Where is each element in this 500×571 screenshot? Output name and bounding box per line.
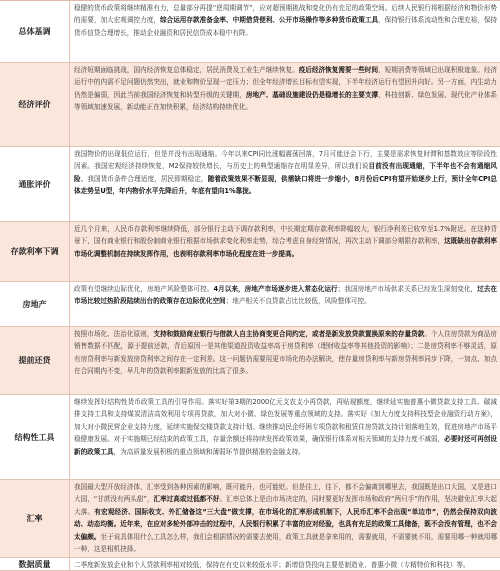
table-row — [0, 147, 500, 222]
row-content — [70, 327, 500, 394]
emphasis-text: 综合运用存款准备金率、中期借贷便利、公开市场操作等多种货币政策工具 — [159, 16, 379, 25]
emphasis-text: 这既缺出存款利率市场化调整机制在持续发挥作用，也表明存款利率市场化程度在进一步提高。 — [74, 237, 498, 258]
table-row — [0, 222, 500, 282]
table-row — [0, 480, 500, 558]
body-text: 稳健的货币政策将继续精准有力，总量部分再提“逆周期调节”，应对超预期挑战和变化仍有充足的政策空间。后续人民银行将根据经济和物价形势的需要，加大宏观调控力度， — [74, 4, 497, 25]
row-label: 经济评价 — [0, 63, 70, 146]
body-text: 继续发挥好结构性货币政策工具的引导作用。落实好第3期的2000亿元支农支小再贷款，再贴现额度，继续延实施普惠小微贷款支持工具、碳减排支持工具和支持煤炭清洁高效利用专项再贷款，加大对小微、绿色发展等重点领域的支持。落实好《加大力度支持科技型企业融资行动方案》，加大对小微民营企业支持力度，延续实施保交楼贷款支持计划、继续推动民企纾困专项贷款和租赁住房贷款支持计划落地生效，促进房地产市场平稳健康发展。对于实施期已经结束的政策工具，存量余额还将持续发挥政策效果，确保银行体系对相关领域的支持力度不减弱， — [74, 398, 497, 444]
body-text: 政策有望继续边际优化，房地产风险整体可控。 — [74, 285, 214, 293]
emphasis-text: 过去在市场比较过热阶段陆续出台的政策存在边际优化空间 — [74, 285, 498, 306]
body-text: 近几个月来，人民币存款利率继续降低，部分银行主动下调存款利率，中长期定期存款利率降幅较大，银行净利差已收窄至1.7%附近。在这种背景下，国有商业银行和股份制商业银行根据市场供求变化利率走势，综合考虑自身经营情况，再次主动下调部分期限存款利率， — [74, 225, 497, 246]
body-text: ，科技创新、绿色发展、现代化产业体系等领域加速发展，新动能正在加快积累，经济结构持续优化。 — [74, 90, 498, 112]
table-row — [0, 282, 500, 327]
emphasis-text: 汇率过高或过低都不好 — [153, 495, 220, 504]
row-label: 数据质量 — [0, 558, 70, 570]
row-label: 总体基调 — [0, 1, 70, 62]
body-text: 二季度新发放企业和个人贷款利率相对较低，保持在有史以来较低水平；新增信贷投向主要是制造业、普惠小微（专精特价和科技）等。 — [74, 561, 470, 569]
row-content — [70, 395, 500, 479]
emphasis-text: 目前没有出现通缩，下半年也不会有通缩风险 — [74, 162, 497, 183]
body-text: 。个人住房贷款为商品房销售数据不匹配，源于提前还款，背后原因一是其他渠道投资收益率高于房贷利率（理财收益率等其他投资的影响）；二是房贷利率不够灵活，原有房贷利率与新发放房贷利率之间存在一定利差。这一问题仍需要用更市场化的办法解决，使存量房贷利率与新房贷利率同步下降，一加点、加点在合同期内不变，早几年的贷款利率跟新发放的比高了很多。 — [74, 330, 498, 376]
body-text: 。汇率总体上是由市场决定的，同时要更好发挥市场和政府“两只手”的作用，坚决避免汇率大起大落。 — [74, 495, 497, 516]
emphasis-text: 4月以来，房地产市场逐步进入常态化运行 — [213, 285, 338, 293]
body-text: 按照市场化、法治化原则， — [74, 330, 154, 338]
row-label: 提前还贷 — [0, 327, 70, 394]
table-row — [0, 327, 500, 395]
row-label: 房地产 — [0, 282, 70, 326]
emphasis-text: 支持和鼓励商业银行与借款人自主协商变更合同约定，或者是新发放贷款置换原来的存量贷款 — [153, 330, 425, 338]
body-text: ；地产相关不良贷款占比比较低，风险整体可控。 — [225, 297, 371, 306]
row-content — [70, 282, 500, 326]
body-text: ，短期消费等领域已出现积极迹象。经济运行中的内需不足问题仍然突出，就业和物价呈现一定压力；但全年经济增长目标有望实现，下半年经济运行有望回升向好。另一方面，内生动力仍然是偏弱，因此当前我国经济恢复和转型升级的关键期， — [74, 66, 498, 99]
row-label: 存款利率下调 — [0, 222, 70, 281]
row-content — [70, 222, 500, 281]
row-label: 通胀评价 — [0, 147, 70, 221]
body-text: 。我国货币条件合理适度，居民即期稳定， — [80, 174, 208, 183]
row-label: 汇率 — [0, 480, 70, 557]
emphasis-text: 疫后经济恢复需要一些时间 — [298, 66, 379, 74]
row-content — [70, 147, 500, 221]
body-text: ，为高质量发展积极的重点领域和薄弱环节提供精准的金融支持。 — [113, 447, 305, 456]
row-content — [70, 63, 500, 146]
emphasis-text: 房地产、基础设施建设仍是稳增长的主要支撑 — [245, 90, 379, 99]
emphasis-text: 随着政策效果不断显现，供需缺口将进一步缩小，8月份后CPI有望开始逐步上行，预计全年CPI总体走势呈U型，年内物价水平先降后升，年底有望向1%靠拢。 — [74, 174, 498, 196]
row-label: 结构性工具 — [0, 395, 70, 479]
body-text: ，保持银行体系流动性和合理充裕，保持货币信贷合理增长，推动企业融资和居民信贷成本稳中有降。 — [74, 16, 498, 37]
table-row — [0, 1, 500, 63]
body-text: 经济短期面临挑战，国内经济恢复总体稳定，居民消费及工业生产继续恢复。 — [74, 66, 299, 74]
body-text: ；我国房地产市场供求关系已经发生深刻变化， — [337, 285, 478, 293]
body-text: 至于说具体用什么工具怎么样，我们会根据情况的需要去使用，政策工具就是拿来用的，需要就用，不需要就不用，需要用哪一种就用哪一种，这是相机抉择。 — [74, 532, 498, 554]
body-text: 我国物价的出现低位运行，但是并没有出现通缩。今年以来CPI同比涨幅震荡回落，7月可能还会下行，主要是需求恢复时滞和基数效应等阶段性因素。我国宏观经济持续恢复，M2保持较快增长，与历史上的典型通缩存在明显差异，所以我们说 — [74, 150, 497, 171]
row-content — [70, 480, 500, 557]
table-row — [0, 558, 500, 571]
emphasis-text: 必要时还可再创设新的政策工具 — [74, 435, 498, 456]
emphasis-text: 有宏观经济、国际收支、外汇储备这“三大盘”做支撑，在市场化的汇率形成机制下，人民币汇率不会出现“单边市”，仍然会保持双向波动、动态均衡。近年来，在应对多轮外部冲击的过程中，人民银行积累了丰富的应对经验，也具有充足的政策工具储备，既不会没有管理，也不会太偏颇。 — [74, 507, 497, 541]
row-content — [70, 558, 500, 570]
table-row — [0, 63, 500, 147]
row-content — [70, 1, 500, 62]
body-text: 我国最大型开放经济体，汇率受到各种因素的影响，既可能升，也可能贬。但是往上，往下，都不会偏离到哪里去，我国既是出口大国，又是进口大国，“甘蔗没有两头甜”， — [74, 483, 497, 504]
table-row — [0, 395, 500, 480]
